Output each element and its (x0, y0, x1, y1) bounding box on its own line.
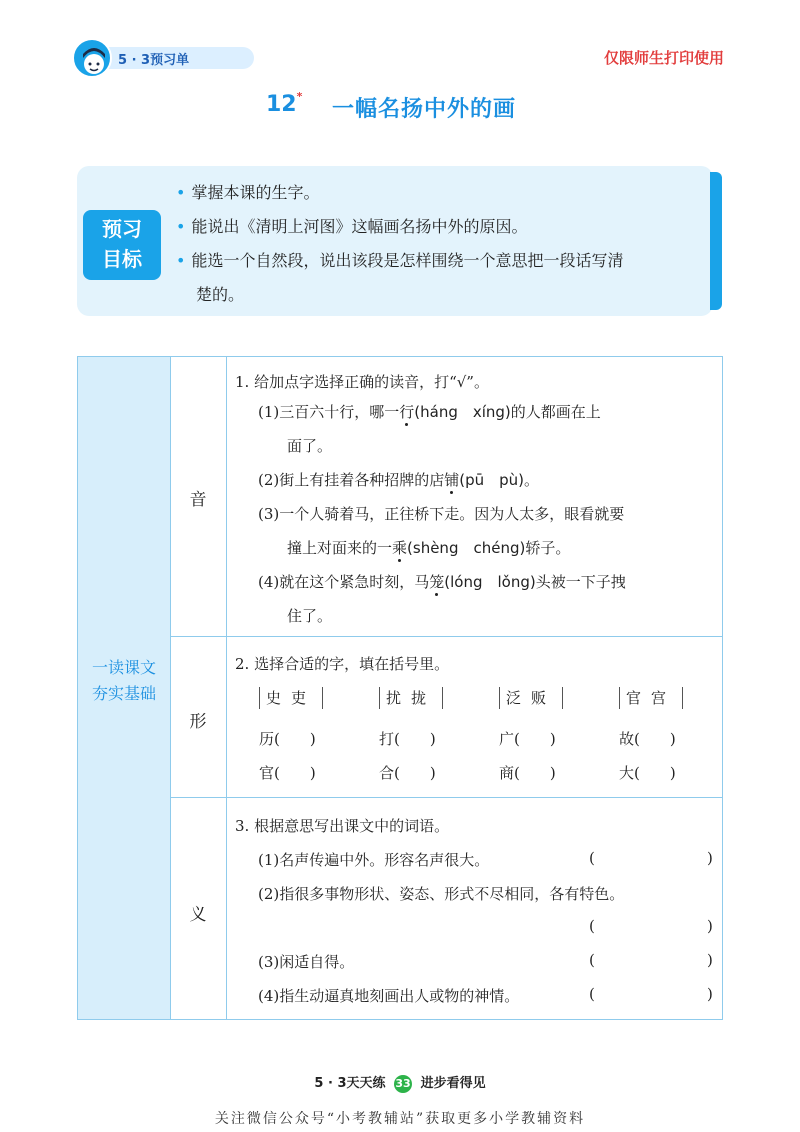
question-1-item-1-cont: 面了。 (287, 437, 333, 455)
question-3-item-2: (2)指很多事物形状、姿态、形式不尽相同，各有特色。 (258, 885, 625, 903)
fill-blank[interactable]: 历( ) (259, 730, 316, 748)
row-label-sound: 音 (189, 490, 207, 510)
answer-paren-close[interactable]: ) (707, 951, 713, 969)
question-1-item-4: (4)就在这个紧急时刻，马笼(lóng lǒng)头被一下子拽 (258, 573, 626, 591)
question-1-item-1: (1)三百六十行，哪一行(háng xíng)的人都画在上 (258, 403, 601, 421)
goal-item-continued: 楚的。 (196, 285, 245, 304)
question-2-heading: 2. 选择合适的字，填在括号里。 (235, 655, 450, 673)
brand-pill (94, 47, 254, 69)
answer-paren-open[interactable]: ( (589, 951, 595, 969)
answer-paren-open[interactable]: ( (589, 917, 595, 935)
goals-label: 预习 目标 (83, 210, 161, 280)
page-footer (0, 1072, 800, 1093)
row-divider (170, 636, 722, 637)
exercise-table (77, 356, 723, 1020)
goals-side-tab (710, 172, 722, 310)
mascot-icon (72, 38, 112, 78)
watermark-note: 关注微信公众号“小考教辅站”获取更多小学教辅资料 (214, 1111, 586, 1127)
print-notice: 仅限师生打印使用 (603, 49, 724, 67)
answer-paren-close[interactable]: ) (707, 849, 713, 867)
question-3-item-1: (1)名声传遍中外。形容名声很大。 (258, 851, 490, 869)
section-column (78, 357, 171, 1019)
optional-mark: * (296, 90, 303, 103)
answer-paren-open[interactable]: ( (589, 849, 595, 867)
question-3-item-4: (4)指生动逼真地刻画出人或物的神情。 (258, 987, 520, 1005)
question-3-item-3: (3)闲适自得。 (258, 953, 355, 971)
char-choice-box: 扰拢 (379, 687, 443, 709)
goal-item: • 能选一个自然段，说出该段是怎样围绕一个意思把一段话写清 (176, 251, 624, 270)
fill-blank[interactable]: 广( ) (499, 730, 556, 748)
lesson-number: 12* (266, 90, 303, 117)
char-choice-box: 泛贩 (499, 687, 563, 709)
question-1-heading: 1. 给加点字选择正确的读音，打“√”。 (235, 373, 489, 391)
footer-brand: 5 · 3天天练 (314, 1076, 386, 1091)
answer-paren-open[interactable]: ( (589, 985, 595, 1003)
lesson-title-text: 一幅名扬中外的画 (332, 97, 517, 122)
fill-blank[interactable]: 故( ) (619, 730, 676, 748)
fill-blank[interactable]: 合( ) (379, 764, 436, 782)
fill-blank[interactable]: 大( ) (619, 764, 676, 782)
question-1-item-2: (2)街上有挂着各种招牌的店铺(pū pù)。 (258, 471, 540, 489)
question-3-heading: 3. 根据意思写出课文中的词语。 (235, 817, 450, 835)
question-1-item-3-cont: 撞上对面来的一乘(shèng chéng)轿子。 (287, 539, 571, 557)
answer-paren-close[interactable]: ) (707, 985, 713, 1003)
brand-text: 5 · 3预习单 (118, 53, 190, 68)
row-label-shape: 形 (189, 712, 207, 732)
fill-blank[interactable]: 打( ) (379, 730, 436, 748)
goal-item: • 掌握本课的生字。 (176, 183, 320, 202)
answer-paren-close[interactable]: ) (707, 917, 713, 935)
fill-blank[interactable]: 商( ) (499, 764, 556, 782)
preview-goals-box (77, 166, 713, 316)
lesson-title (0, 92, 800, 126)
section-label: 一读课文 夯实基础 (91, 658, 156, 703)
fill-blank[interactable]: 官( ) (259, 764, 316, 782)
goal-item: • 能说出《清明上河图》这幅画名扬中外的原因。 (176, 217, 528, 236)
question-1-item-3: (3)一个人骑着马，正往桥下走。因为人太多，眼看就要 (258, 505, 625, 523)
char-choice-box: 史吏 (259, 687, 323, 709)
page-number: 33 (394, 1075, 412, 1093)
char-choice-box: 官宫 (619, 687, 683, 709)
footer-slogan: 进步看得见 (420, 1076, 486, 1091)
row-label-meaning: 义 (189, 905, 207, 925)
question-1-item-4-cont: 住了。 (287, 607, 333, 625)
row-divider (170, 797, 722, 798)
